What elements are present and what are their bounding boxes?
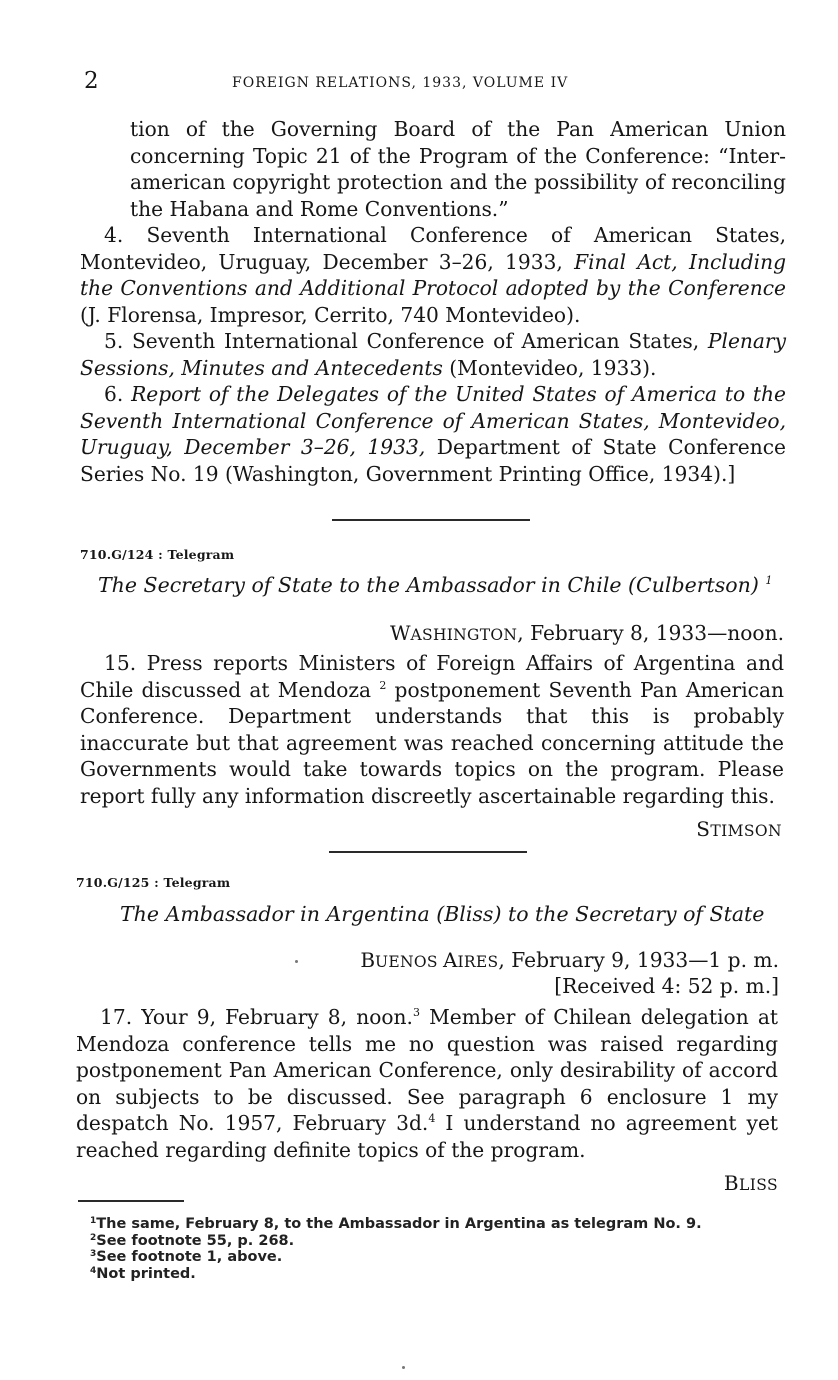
reference-item-4 xyxy=(80,222,786,328)
footnote-ref: 1 xyxy=(765,574,773,587)
place-initial: W xyxy=(389,621,411,645)
place-name: IRES xyxy=(457,953,499,971)
footnote-text: The same, February 8, to the Ambassador in Argentina as telegram No. 9. xyxy=(96,1216,702,1232)
telegram-body xyxy=(76,1004,778,1163)
footnotes xyxy=(90,1216,790,1282)
reference-title: Final Act, Including the Conventions and Additional Protocol adopted by the Conference xyxy=(80,249,787,300)
signature-initial: S xyxy=(696,817,711,841)
footnote-ref: 4 xyxy=(428,1112,436,1125)
telegram-body xyxy=(80,650,784,809)
footnote-ref: 2 xyxy=(379,678,387,692)
paragraph-text: Member of Chilean delegation at Mendoza conference tells me no question was raised regarding postponement Pan American Conference, only desirability of accord on subjects to be discussed. See paragraph 6 enclosure 1 my despatch No. 1957, February 3d. xyxy=(76,1005,778,1135)
reference-item-6 xyxy=(80,381,786,487)
reference-title: Plenary Sessions, Minutes and Antecedents xyxy=(80,329,786,380)
reference-number: 6. xyxy=(104,382,124,406)
reference-text: (J. Florensa, Impresor, Cerrito, 740 Montevideo). xyxy=(80,302,581,327)
reference-list xyxy=(80,222,786,487)
footnote-divider xyxy=(78,1200,184,1202)
reference-text: Seventh International Conference of American States, xyxy=(123,329,708,353)
dateline xyxy=(360,948,779,972)
footnote-ref: 3 xyxy=(412,1006,420,1019)
continuation-paragraph: tion of the Governing Board of the Pan American Union concerning Topic 21 of the Program of the Conference: “Inter-american copyright protection and the possibility of reconciling the Habana and Rome Conventions.” xyxy=(130,117,786,221)
reference-text: Seventh International Conference of American States, Montevideo, Uruguay, December 3–26, 1933, xyxy=(80,223,786,274)
document-heading: The Ambassador in Argentina (Bliss) to the Secretary of State xyxy=(120,902,765,926)
document-id: 710.G/125 : Telegram xyxy=(76,875,231,890)
heading-text: The Secretary of State to the Ambassador in Chile (Culbertson) xyxy=(98,573,759,597)
page-header xyxy=(84,68,784,98)
print-speck xyxy=(295,960,298,963)
footnote xyxy=(90,1233,790,1250)
paragraph-text: 15. Press reports Ministers of Foreign Affairs of Argentina and Chile discussed at Mendoza xyxy=(80,651,784,702)
place-initial: A xyxy=(443,948,458,972)
place-initial: B xyxy=(360,948,376,972)
place-name: ASHINGTON xyxy=(410,626,518,644)
signature xyxy=(724,1171,778,1195)
signature xyxy=(696,817,782,841)
telegram-paragraph xyxy=(80,650,784,809)
footnote-mark: 2 xyxy=(90,1232,97,1243)
footnote xyxy=(90,1266,790,1283)
page-number: 2 xyxy=(84,68,99,94)
footnote xyxy=(90,1249,790,1266)
footnote-mark: 3 xyxy=(90,1249,97,1259)
footnote-mark: 1 xyxy=(90,1216,97,1226)
date-text: , February 8, 1933—noon. xyxy=(517,621,784,645)
footnote-text: See footnote 1, above. xyxy=(96,1249,283,1265)
footnote-text: See footnote 55, p. 268. xyxy=(96,1232,295,1249)
reference-number: 4. xyxy=(104,223,124,247)
reference-item-5 xyxy=(80,328,786,381)
reference-number: 5. xyxy=(104,329,124,353)
date-text: , February 9, 1933—1 p. m. xyxy=(498,948,779,972)
signature-name: TIMSON xyxy=(710,822,782,840)
dateline xyxy=(390,621,784,645)
paragraph-text: postponement Seventh Pan American Conference. Department understands that this is probably inaccurate but that agreement was reached concerning attitude the Governments would take towards topics on the program. Please report fully any information discreetly ascertainable regarding this. xyxy=(80,677,784,808)
reference-title: Report of the Delegates of the United States of America to the Seventh International Conference of American States, Montevideo, Uruguay, December 3–26, 1933, xyxy=(80,382,786,459)
footnote-mark: 4 xyxy=(90,1265,97,1276)
signature-initial: B xyxy=(723,1171,740,1195)
running-head: FOREIGN RELATIONS, 1933, VOLUME IV xyxy=(232,75,569,91)
received-line: [Received 4: 52 p. m.] xyxy=(554,974,779,998)
footnote xyxy=(90,1216,790,1233)
section-divider xyxy=(329,851,527,853)
document-id: 710.G/124 : Telegram xyxy=(80,547,235,562)
print-speck xyxy=(402,1366,405,1369)
telegram-paragraph xyxy=(76,1004,778,1163)
signature-name: LISS xyxy=(739,1176,778,1194)
reference-text: (Montevideo, 1933). xyxy=(442,355,657,380)
reference-text: Department of State Conference Series No. 19 (Washington, Government Printing Office, 1934).] xyxy=(80,435,786,486)
place-name: UENOS xyxy=(375,953,444,971)
footnote-text: Not printed. xyxy=(96,1265,196,1282)
document-heading xyxy=(98,573,772,597)
paragraph-text: I understand no agreement yet reached regarding definite topics of the program. xyxy=(76,1111,779,1162)
section-divider xyxy=(332,519,530,521)
references-section xyxy=(80,116,786,487)
paragraph-text: 17. Your 9, February 8, noon. xyxy=(100,1005,413,1029)
